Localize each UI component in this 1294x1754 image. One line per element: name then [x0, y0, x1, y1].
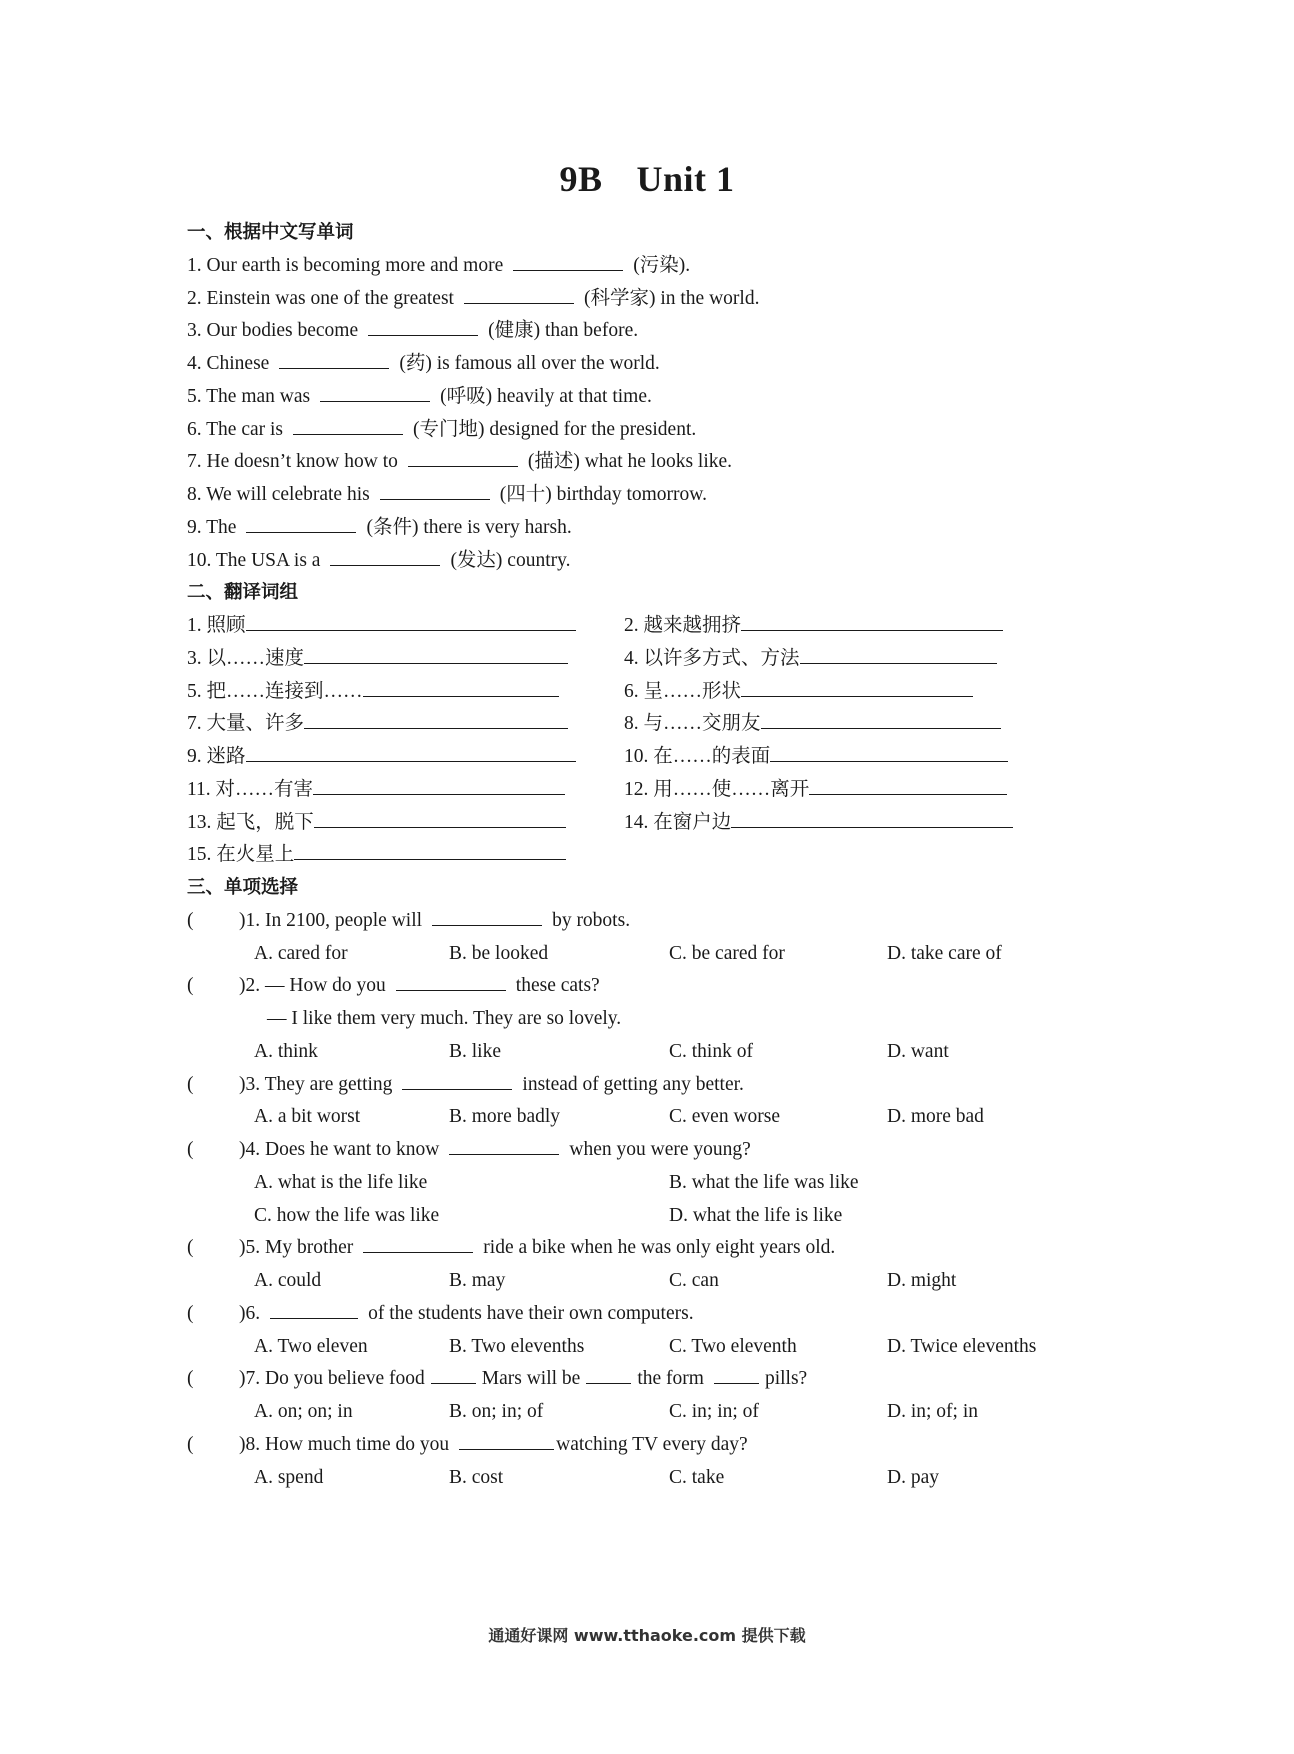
option-d[interactable]: D. Twice elevenths: [887, 1335, 1037, 1357]
s2-row-7: 13. 起飞，脱下 14. 在窗户边: [187, 807, 1087, 840]
option-d[interactable]: D. pay: [887, 1466, 939, 1488]
answer-blank[interactable]: [279, 348, 389, 369]
answer-blank[interactable]: [432, 905, 542, 926]
answer-blank[interactable]: [246, 512, 356, 533]
question-2-reply: — I like them very much. They are so lovely.: [267, 1008, 622, 1029]
s2-row-1: 1. 照顾 2. 越来越拥挤: [187, 610, 1087, 643]
question-7-options: [187, 1396, 1087, 1429]
worksheet-content: [187, 217, 1087, 1494]
option-a[interactable]: A. cared for: [254, 942, 348, 964]
option-b[interactable]: B. more badly: [449, 1106, 561, 1128]
s1-item-7: 7. He doesn’t know how to (描述) what he looks like.: [187, 446, 1087, 479]
question-3: ( )3. They are getting instead of getting any better.: [187, 1069, 1087, 1102]
title-unit: Unit 1: [636, 159, 735, 199]
answer-paren[interactable]: (: [187, 1302, 194, 1324]
answer-paren[interactable]: (: [187, 909, 194, 931]
answer-blank[interactable]: [513, 250, 623, 271]
question-5: ( )5. My brother ride a bike when he was only eight years old.: [187, 1232, 1087, 1265]
answer-blank[interactable]: [714, 1363, 759, 1384]
answer-paren[interactable]: (: [187, 1139, 194, 1160]
s1-item-3: 3. Our bodies become (健康) than before.: [187, 315, 1087, 348]
s2-row-2: 3. 以……速度 4. 以许多方式、方法: [187, 643, 1087, 676]
question-4: ( )4. Does he want to know when you were young?: [187, 1134, 1087, 1167]
answer-line[interactable]: [741, 676, 973, 697]
answer-blank[interactable]: [363, 1232, 473, 1253]
question-3-options: [187, 1101, 1087, 1134]
answer-line[interactable]: [304, 708, 568, 729]
section1-heading: 一、根据中文写单词: [187, 222, 354, 243]
answer-line[interactable]: [363, 676, 559, 697]
option-d[interactable]: D. want: [887, 1040, 949, 1062]
answer-blank[interactable]: [586, 1363, 631, 1384]
s1-item-5: 5. The man was (呼吸) heavily at that time.: [187, 381, 1087, 414]
question-4-options-ab: [187, 1167, 1087, 1200]
option-c[interactable]: C. even worse: [669, 1106, 781, 1128]
question-6-options: [187, 1331, 1087, 1364]
option-d[interactable]: D. take care of: [887, 942, 1002, 964]
option-a[interactable]: A. spend: [254, 1466, 324, 1488]
s2-row-4: 7. 大量、许多 8. 与……交朋友: [187, 708, 1087, 741]
option-b[interactable]: B. cost: [449, 1466, 504, 1488]
option-b[interactable]: B. be looked: [449, 942, 549, 964]
answer-paren[interactable]: (: [187, 1237, 194, 1259]
page-footer: 通通好课网 www.tthaoke.com 提供下载: [488, 1626, 806, 1645]
question-5-options: [187, 1265, 1087, 1298]
answer-blank[interactable]: [431, 1363, 476, 1384]
answer-line[interactable]: [246, 610, 576, 631]
answer-blank[interactable]: [402, 1069, 512, 1090]
option-a[interactable]: A. on; on; in: [254, 1401, 353, 1422]
s1-item-10: 10. The USA is a (发达) country.: [187, 545, 1087, 578]
option-a[interactable]: A. think: [254, 1040, 318, 1062]
option-a[interactable]: A. Two eleven: [254, 1335, 368, 1357]
option-c[interactable]: C. be cared for: [669, 942, 785, 964]
option-c[interactable]: C. think of: [669, 1040, 753, 1062]
option-a[interactable]: A. a bit worst: [254, 1106, 361, 1128]
s1-item-8: 8. We will celebrate his (四十) birthday tomorrow.: [187, 479, 1087, 512]
option-b[interactable]: B. on; in; of: [449, 1401, 544, 1422]
answer-line[interactable]: [800, 643, 997, 664]
answer-blank[interactable]: [330, 545, 440, 566]
s2-row-3: 5. 把……连接到…… 6. 呈……形状: [187, 676, 1087, 709]
option-b[interactable]: B. what the life was like: [669, 1171, 859, 1193]
answer-line[interactable]: [304, 643, 568, 664]
option-d[interactable]: D. might: [887, 1270, 957, 1291]
option-c[interactable]: C. can: [669, 1270, 719, 1291]
option-c[interactable]: C. in; in; of: [669, 1401, 759, 1422]
question-2-options: [187, 1036, 1087, 1069]
question-1-options: [187, 938, 1087, 971]
s1-item-2: 2. Einstein was one of the greatest (科学家) in the world.: [187, 283, 1087, 316]
option-a[interactable]: A. could: [254, 1270, 322, 1291]
question-6: ( )6. of the students have their own computers.: [187, 1298, 1087, 1331]
question-8-options: [187, 1462, 1087, 1495]
question-1: ( )1. In 2100, people will by robots.: [187, 905, 1087, 938]
answer-line[interactable]: [246, 741, 576, 762]
answer-line[interactable]: [731, 807, 1013, 828]
answer-blank[interactable]: [270, 1298, 358, 1319]
option-d[interactable]: D. what the life is like: [669, 1204, 843, 1226]
question-4-options-cd: [187, 1200, 1087, 1233]
option-b[interactable]: B. like: [449, 1040, 501, 1062]
s1-item-1: 1. Our earth is becoming more and more (污染).: [187, 250, 1087, 283]
answer-paren[interactable]: (: [187, 975, 194, 997]
option-c[interactable]: C. Two eleventh: [669, 1335, 797, 1357]
answer-blank[interactable]: [293, 414, 403, 435]
answer-line[interactable]: [761, 708, 1001, 729]
answer-line[interactable]: [314, 807, 566, 828]
option-c[interactable]: C. how the life was like: [254, 1204, 440, 1226]
answer-blank[interactable]: [396, 970, 506, 991]
option-d[interactable]: D. in; of; in: [887, 1401, 978, 1422]
s2-row-6: 11. 对……有害 12. 用……使……离开: [187, 774, 1087, 807]
answer-blank[interactable]: [449, 1134, 559, 1155]
answer-blank[interactable]: [380, 479, 490, 500]
question-2: ( )2. — How do you these cats?: [187, 970, 1087, 1003]
option-a[interactable]: A. what is the life like: [254, 1171, 428, 1193]
answer-blank[interactable]: [408, 446, 518, 467]
answer-line[interactable]: [741, 610, 1003, 631]
answer-paren[interactable]: (: [187, 1073, 194, 1095]
answer-blank[interactable]: [320, 381, 430, 402]
page-title: [0, 158, 1294, 200]
answer-blank[interactable]: [464, 283, 574, 304]
question-7: ( )7. Do you believe food Mars will be the form pills?: [187, 1363, 1087, 1396]
answer-line[interactable]: [313, 774, 565, 795]
option-d[interactable]: D. more bad: [887, 1106, 984, 1128]
answer-line[interactable]: [809, 774, 1007, 795]
answer-blank[interactable]: [459, 1429, 554, 1450]
s1-item-6: 6. The car is (专门地) designed for the president.: [187, 414, 1087, 447]
answer-line[interactable]: [294, 839, 566, 860]
section2-heading: 二、翻译词组: [187, 582, 299, 604]
s1-item-9: 9. The (条件) there is very harsh.: [187, 512, 1087, 545]
option-b[interactable]: B. Two elevenths: [449, 1335, 585, 1357]
s2-row-8: 15. 在火星上: [187, 839, 1087, 872]
option-b[interactable]: B. may: [449, 1270, 506, 1291]
option-c[interactable]: C. take: [669, 1466, 725, 1488]
s2-row-5: 9. 迷路 10. 在……的表面: [187, 741, 1087, 774]
title-grade: 9B: [559, 159, 603, 199]
s1-item-4: 4. Chinese (药) is famous all over the world.: [187, 348, 1087, 381]
answer-blank[interactable]: [368, 315, 478, 336]
answer-paren[interactable]: (: [187, 1433, 194, 1455]
answer-line[interactable]: [770, 741, 1008, 762]
answer-paren[interactable]: (: [187, 1368, 194, 1390]
question-8: ( )8. How much time do you watching TV every day?: [187, 1429, 1087, 1462]
section3-heading: 三、单项选择: [187, 877, 299, 898]
